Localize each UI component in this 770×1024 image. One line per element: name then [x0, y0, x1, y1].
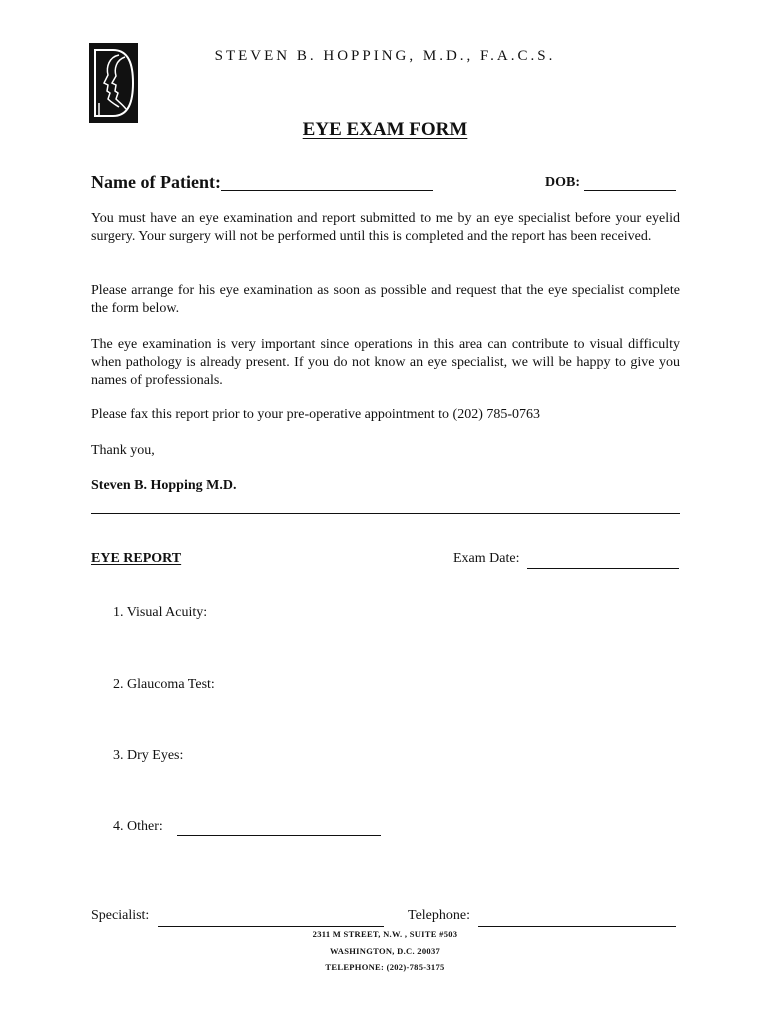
page-title-text: EYE EXAM FORM	[302, 119, 468, 140]
telephone-label: Telephone:	[408, 908, 470, 923]
footer-phone: TELEPHONE: (202)-785-3175	[325, 962, 445, 972]
section-divider	[91, 513, 680, 514]
other-field[interactable]	[177, 834, 381, 836]
profile-faces-logo-icon	[89, 43, 138, 123]
telephone-field[interactable]	[478, 925, 676, 927]
patient-name-label: Name of Patient:	[91, 172, 221, 192]
specialist-label: Specialist:	[91, 908, 150, 923]
fax-instruction: Please fax this report prior to your pre-operative appointment to (202) 785-0763	[91, 407, 541, 422]
footer-address-line2: WASHINGTON, D.C. 20037	[329, 946, 441, 956]
footer-address-line1: 2311 M STREET, N.W. , SUITE #503	[312, 929, 458, 939]
report-item-visual-acuity: 1. Visual Acuity:	[113, 605, 208, 620]
instruction-paragraph: You must have an eye examination and report submitted to me by an eye specialist before your eyelid surgery. Your surgery will not be performed until this is completed and the report has been received.	[91, 211, 680, 244]
patient-name-field[interactable]	[221, 189, 433, 191]
report-item-dry-eyes: 3. Dry Eyes:	[113, 748, 184, 763]
specialist-field[interactable]	[158, 925, 384, 927]
exam-date-field[interactable]	[527, 567, 679, 569]
letterhead: STEVEN B. HOPPING, M.D., F.A.C.S.	[214, 48, 556, 64]
page-title	[0, 119, 770, 141]
report-item-other: 4. Other:	[113, 819, 163, 834]
eye-report-heading: EYE REPORT	[91, 551, 182, 566]
exam-date-label: Exam Date:	[453, 551, 520, 566]
closing: Thank you,	[91, 443, 155, 458]
report-item-glaucoma-test: 2. Glaucoma Test:	[113, 677, 215, 692]
dob-label: DOB:	[545, 175, 580, 190]
instruction-paragraph: Please arrange for his eye examination as soon as possible and request that the eye specialist complete the form below.	[91, 283, 680, 316]
dob-field[interactable]	[584, 189, 676, 191]
instruction-paragraph: The eye examination is very important since operations in this area can contribute to visual difficulty when pathology is already present. If you do not know an eye specialist, we will be happy to give you names of professionals.	[91, 337, 680, 388]
signer-name: Steven B. Hopping M.D.	[91, 478, 237, 493]
